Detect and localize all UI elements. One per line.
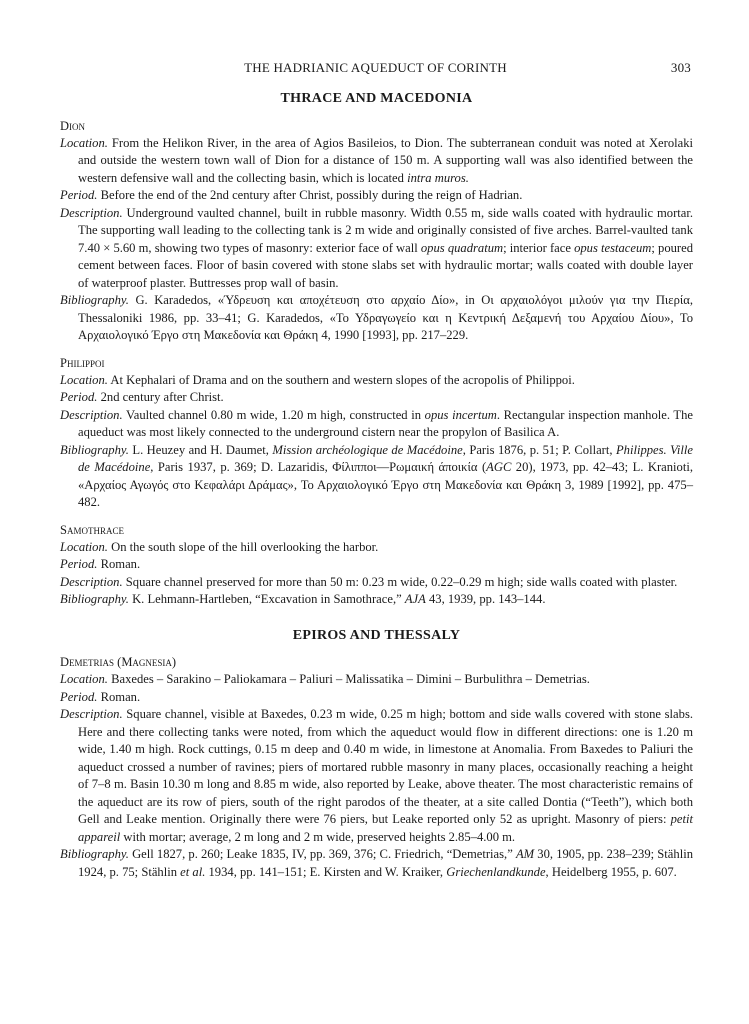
description-entry [60,706,693,846]
location-text: At Kephalari of Drama and on the southern and western slopes of the acropolis of Philippoi. [110,372,575,387]
period-entry [60,689,693,707]
site-entry-dion [60,118,693,345]
bibliography-entry [60,292,693,345]
bibliography-text: , Paris 1937, p. 369; D. Lazaridis, Φίλιπποι—Ρωμαική άποικία ( [150,460,487,474]
location-entry [60,539,693,557]
period-label: Period. [60,557,98,571]
bibliography-text: G. Karadedos, «Ύδρευση και αποχέτευση στο αρχαίο Δίο», in Οι αρχαιολόγοι μιλούν για την Πιερία, Thessaloniki 1986, pp. 33–41; G. Karadedos, «Το Υδραγωγείο και η Κεντρική Δεξαμενή του Αρχαίου Δίου», Το Αρχαιολογικό Έργο στη Μακεδονία και Θράκη 4, 1990 [1993], pp. 217–229. [78,293,694,342]
section-title-thrace-macedonia: THRACE AND MACEDONIA [280,91,473,106]
description-text: . Rectangular inspection manhole. The aqueduct was most likely connected to the underground cistern near the propylon of Basilica A. [78,407,693,439]
period-label: Period. [60,188,98,202]
description-text: Square channel, visible at Baxedes, 0.23 m wide, 0.25 m high; bottom and side walls covered with stone slabs. Here and there collecting tanks were noted, from which the aqueduct would flow in different directions: one is 1.20 m wide, 1.40 m high. Rock cuttings, 0.15 m deep and 0.40 m wide, in limestone at Anomalia. From Baxedes to Paliuri the aqueduct crossed a number of ravines; piers of mortared rubble masonry in many places, occasionally reaching a height of 7–8 m. Basin 10.30 m long and 8.85 m wide, also reported by Leake, above theater. The most characteristic remains of the aqueduct are its row of piers, south of the right parodos of the theater, at a site called Dontia (“Teeth”), which both Gell and Leake mention. Originally there were 76 piers, but Leake reported only 52 as upright. Masonry of piers: [78,707,693,826]
period-entry [60,556,693,574]
bibliography-text: 20), 1973, pp. 42–43; L. Kranioti, «Αρχαίος Αγωγός στο Κεφαλάρι Δράμας», Το Αρχαιολογικό Έργο στη Μακεδονία και Θράκη 3, 1989 [1992], pp. 475–482. [78,460,693,509]
period-text: 2nd century after Christ. [100,390,224,404]
period-text: Roman. [100,557,141,571]
bibliography-italic: et al. [180,864,206,879]
site-entry-samothrace [60,522,693,609]
description-text: Square channel preserved for more than 50 m: 0.23 m wide, 0.22–0.29 m high; side walls coated with plaster. [125,574,678,589]
location-text: On the south slope of the hill overlooking the harbor. [111,539,379,554]
description-text: ; interior face [503,240,571,255]
description-italic: petit appareil [78,812,693,844]
bibliography-text: K. Lehmann-Hartleben, “Excavation in Samothrace,” [132,592,402,606]
bibliography-text: 1934, pp. 141–151; E. Kirsten and W. Kraiker, [205,864,444,879]
description-text: Underground vaulted channel, built in rubble masonry. Width 0.55 m, side walls coated with hydraulic mortar. The supporting wall leading to the collecting tank is 2 m wide and originally consisted of five arches. Barrel-vaulted tank 7.40 × 5.60 m, showing two types of masonry: exterior face of wall [78,205,693,255]
bibliography-text: L. Heuzey and H. Daumet, [132,442,269,457]
bibliography-italic: Griechenlandkunde [446,864,546,879]
bibliography-text: 30, 1905, pp. 238–239; Stählin 1924, p. 75; Stählin [78,847,693,879]
location-entry [60,372,693,390]
bibliography-label: Bibliography. [60,442,129,457]
site-name: Philippoi [60,355,105,370]
bibliography-label: Bibliography. [60,293,129,307]
description-italic: opus quadratum [420,240,504,255]
location-label: Location. [60,539,108,554]
description-entry [60,407,693,442]
bibliography-label: Bibliography. [60,592,129,606]
bibliography-text: Gell 1827, p. 260; Leake 1835, IV, pp. 369, 376; C. Friedrich, “Demetrias,” [132,847,513,861]
description-text: ; poured cement between faces. Floor of basin covered with stone slabs set with hydraulic mortar; walls coated with double layer of waterproof plaster. Buttresses prop wall of basin. [78,240,693,290]
section-title-epiros-thessaly: EPIROS AND THESSALY [292,627,461,643]
location-label: Location. [60,672,108,686]
site-name: Samothrace [60,522,124,537]
description-text: with mortar; average, 2 m long and 2 m wide, preserved heights 2.85–4.00 m. [120,829,516,844]
site-entry-philippoi [60,355,693,512]
page-content [60,90,693,891]
bibliography-text: 43, 1939, pp. 143–144. [425,592,546,606]
site-name: Demetrias (Magnesia) [60,655,177,669]
location-text: From the Helikon River, in the area of Agios Basileios, to Dion. The subterranean conduit was noted at Xerolaki and outside the western town wall of Dion for a distance of 150 m. A supporting wall was also identified between the western defensive wall and the collecting basin, which is located [78,135,693,185]
period-entry [60,389,693,407]
period-label: Period. [60,689,98,704]
bibliography-italic: Philippes. Ville de Macédoine [78,442,693,474]
period-text: Before the end of the 2nd century after Christ, possibly during the reign of Hadrian. [100,188,523,202]
description-entry [60,574,693,592]
description-italic: opus testaceum [574,240,652,255]
bibliography-label: Bibliography. [60,847,129,861]
description-label: Description. [60,574,123,589]
period-label: Period. [60,390,98,404]
bibliography-entry [60,846,693,881]
description-entry [60,205,693,293]
period-text: Roman. [100,689,141,704]
location-entry [60,671,693,689]
bibliography-italic: AM [515,847,535,861]
location-label: Location. [60,372,108,387]
running-head-title: THE HADRIANIC AQUEDUCT OF CORINTH [244,60,507,75]
bibliography-italic: AGC [486,460,512,474]
description-label: Description. [60,707,123,721]
location-entry [60,135,693,188]
description-text: Vaulted channel 0.80 m wide, 1.20 m high, constructed in [126,407,422,422]
bibliography-italic: Mission archéologique de Macédoine [272,442,463,457]
description-label: Description. [60,407,123,422]
period-entry [60,187,693,205]
description-italic: opus incertum [424,407,497,422]
description-label: Description. [60,205,123,220]
bibliography-text: , Paris 1876, p. 51; P. Collart, [462,442,613,457]
site-name: Dion [60,118,86,133]
bibliography-text: , Heidelberg 1955, p. 607. [545,864,677,879]
bibliography-entry [60,591,693,609]
location-label: Location. [60,135,108,150]
location-italic: intra muros. [407,170,469,185]
location-text: Baxedes – Sarakino – Paliokamara – Paliuri – Malissatika – Dimini – Burbulithra – Demetrias. [111,672,590,686]
bibliography-entry [60,442,693,512]
site-entry-demetrias [60,654,693,881]
bibliography-italic: AJA [404,592,426,606]
page-number: 303 [670,60,691,75]
